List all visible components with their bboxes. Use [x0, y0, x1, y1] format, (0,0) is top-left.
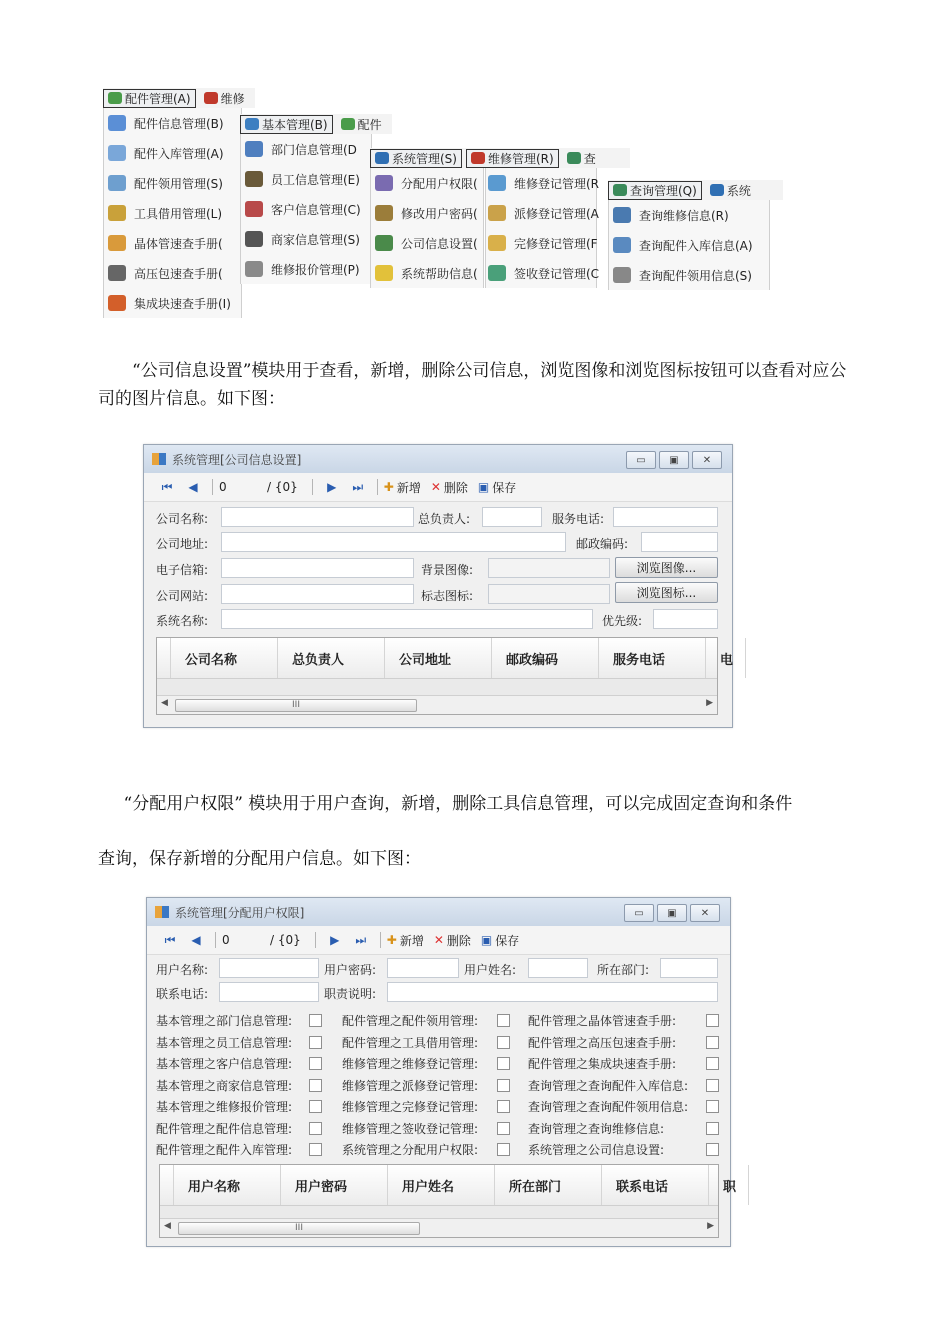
menu-item-user-permission[interactable]: 分配用户权限( [371, 168, 483, 198]
user-grid[interactable] [159, 1164, 737, 1238]
label-manager: 总负责人: [418, 512, 471, 526]
password-input[interactable] [387, 958, 459, 978]
menu-item-repair-quote[interactable]: 维修报价管理(P) [241, 254, 371, 284]
duty-input[interactable] [387, 982, 718, 1002]
record-count: / {0} [270, 933, 301, 947]
permission-label: 基本管理之员工信息管理: [156, 1035, 293, 1050]
label-logo: 标志图标: [421, 589, 474, 603]
permission-label: 查询管理之查询维修信息: [528, 1121, 665, 1136]
permission-label: 查询管理之查询配件入库信息: [528, 1078, 689, 1093]
delete-button[interactable]: ✕ 删除 [433, 933, 471, 948]
menu-item-highvoltage-manual[interactable]: 高压包速查手册( [104, 258, 241, 288]
window-company-settings [143, 444, 733, 728]
menubar-system [370, 148, 630, 168]
menu-item-parts-inbound[interactable]: 配件入库管理(A) [104, 138, 241, 168]
bg-image-input[interactable] [488, 558, 610, 578]
permission-label: 系统管理之分配用户权限: [342, 1143, 479, 1157]
column-header[interactable]: 联系电话 [602, 1165, 709, 1205]
checkout-icon [108, 175, 126, 191]
permission-checkbox[interactable] [706, 1100, 719, 1113]
menu-item-customer[interactable]: 客户信息管理(C) [241, 194, 371, 224]
save-button[interactable]: ▣ 保存 [480, 933, 520, 948]
label-address: 公司地址: [156, 537, 209, 551]
permission-checkbox[interactable] [706, 1122, 719, 1135]
permission-label: 维修管理之完修登记管理: [342, 1100, 479, 1114]
permission-checkbox[interactable] [706, 1036, 719, 1049]
close-button[interactable]: ✕ [690, 904, 720, 922]
system-icon [710, 184, 724, 196]
menu-parts-partial[interactable]: 配件 [337, 116, 386, 133]
browse-icon-button[interactable]: 浏览图标... [615, 582, 718, 603]
menu-item-repair-register[interactable]: 维修登记管理(R [486, 168, 596, 198]
permission-checkbox[interactable] [497, 1036, 510, 1049]
scroll-left-icon[interactable]: ◀ [161, 698, 168, 708]
add-icon: ✚ [386, 933, 397, 947]
delete-icon: ✕ [433, 933, 444, 947]
postcode-input[interactable] [641, 532, 718, 552]
system-name-input[interactable] [221, 609, 593, 629]
service-phone-input[interactable] [613, 507, 718, 527]
permission-checkbox[interactable] [309, 1036, 322, 1049]
merchant-icon [245, 231, 263, 247]
permission-checkbox[interactable] [706, 1079, 719, 1092]
browse-image-button[interactable]: 浏览图像... [615, 557, 718, 578]
label-password: 用户密码: [324, 963, 377, 977]
column-header[interactable]: 用户密码 [281, 1165, 388, 1205]
register-icon [488, 175, 506, 191]
menubar-basic [240, 114, 392, 134]
phone-input[interactable] [219, 982, 319, 1002]
permission-checkbox[interactable] [706, 1143, 719, 1156]
menu-item-parts-checkout[interactable]: 配件领用管理(S) [104, 168, 241, 198]
menu-basic-management[interactable]: 基本管理(B) [240, 115, 333, 134]
permission-label: 维修管理之维修登记管理: [342, 1057, 479, 1071]
label-service-phone: 服务电话: [552, 512, 605, 526]
toolbar [147, 926, 730, 955]
permission-label: 配件管理之配件入库管理: [156, 1143, 293, 1157]
menu-item-employee[interactable]: 员工信息管理(E) [241, 164, 371, 194]
scroll-right-icon[interactable]: ▶ [706, 698, 713, 708]
menu-item-chip-manual[interactable]: 集成块速查手册(I) [104, 288, 241, 318]
permission-label: 配件管理之集成块速查手册: [528, 1057, 677, 1071]
scroll-thumb[interactable]: III [175, 699, 417, 712]
grid-header [157, 638, 734, 679]
dropdown-system [370, 168, 484, 288]
menu-item-tool-borrow[interactable]: 工具借用管理(L) [104, 198, 241, 228]
label-email: 电子信箱: [156, 563, 209, 577]
permission-label: 维修管理之签收登记管理: [342, 1121, 479, 1136]
minimize-button[interactable]: ▭ [626, 451, 656, 469]
permission-checkbox[interactable] [309, 1057, 322, 1070]
label-phone: 联系电话: [156, 987, 209, 1001]
menu-item-merchant[interactable]: 商家信息管理(S) [241, 224, 371, 254]
search-inbound-icon [613, 237, 631, 253]
position-input[interactable]: 0 [219, 480, 227, 494]
delete-icon: ✕ [430, 480, 441, 494]
window-title: 系统管理[分配用户权限] [175, 905, 305, 920]
permission-checkbox[interactable] [497, 1014, 510, 1027]
permission-checkbox[interactable] [309, 1014, 322, 1027]
last-record-icon[interactable]: ⏭ [352, 480, 364, 494]
column-header[interactable]: 服务电话 [599, 638, 706, 678]
gear-box-icon [108, 92, 122, 104]
menu-item-search-inbound[interactable]: 查询配件入库信息(A) [609, 230, 769, 260]
first-record-icon[interactable]: ⏮ [164, 933, 176, 947]
wrench-icon [204, 92, 218, 104]
username-input[interactable] [219, 958, 319, 978]
label-company-name: 公司名称: [156, 512, 209, 526]
column-header[interactable]: 邮政编码 [492, 638, 599, 678]
menu-item-change-password[interactable]: 修改用户密码( [371, 198, 483, 228]
menubar-query [608, 180, 783, 200]
prev-record-icon[interactable]: ◀ [191, 933, 201, 947]
menu-item-parts-info[interactable]: 配件信息管理(B) [104, 108, 241, 138]
label-website: 公司网站: [156, 589, 209, 603]
permission-label: 配件管理之配件信息管理: [156, 1121, 293, 1136]
menu-system-partial[interactable]: 系统 [706, 182, 755, 199]
column-header[interactable]: 所在部门 [495, 1165, 602, 1205]
priority-input[interactable] [653, 609, 718, 629]
save-icon: ▣ [480, 933, 493, 947]
permission-label: 查询管理之查询配件领用信息: [528, 1100, 689, 1114]
label-system-name: 系统名称: [156, 614, 209, 628]
prev-record-icon[interactable]: ◀ [188, 480, 198, 494]
app-icon [152, 453, 166, 465]
save-button[interactable]: ▣ 保存 [477, 480, 517, 495]
department-input[interactable] [660, 958, 718, 978]
email-input[interactable] [221, 558, 414, 578]
menu-item-search-checkout[interactable]: 查询配件领用信息(S) [609, 260, 769, 290]
company-icon [375, 235, 393, 251]
help-icon [375, 265, 393, 281]
column-header[interactable]: 公司名称 [171, 638, 278, 678]
dispatch-icon [488, 205, 506, 221]
permission-checkbox[interactable] [309, 1100, 322, 1113]
gear-box-icon [341, 118, 355, 130]
permission-label: 基本管理之客户信息管理: [156, 1057, 293, 1071]
maximize-button[interactable]: ▣ [659, 451, 689, 469]
query-icon [613, 184, 627, 196]
permission-checkbox[interactable] [309, 1122, 322, 1135]
menu-item-system-help[interactable]: 系统帮助信息( [371, 258, 483, 288]
label-priority: 优先级: [602, 614, 643, 628]
employee-icon [245, 171, 263, 187]
menu-repair-partial[interactable]: 维修 [200, 90, 249, 107]
close-button[interactable]: ✕ [692, 451, 722, 469]
company-name-input[interactable] [221, 507, 414, 527]
app-icon [155, 906, 169, 918]
permission-label: 配件管理之工具借用管理: [342, 1035, 479, 1050]
permission-checkbox[interactable] [309, 1143, 322, 1156]
label-department: 所在部门: [597, 963, 650, 977]
permission-label: 基本管理之商家信息管理: [156, 1078, 293, 1093]
permission-label: 配件管理之晶体管速查手册: [528, 1014, 677, 1028]
toolbar [144, 473, 732, 502]
paragraph-permission-line2: 查询，保存新增的分配用户信息。如下图： [98, 849, 421, 869]
permission-checkbox[interactable] [497, 1057, 510, 1070]
query-icon [567, 152, 581, 164]
address-input[interactable] [221, 532, 566, 552]
scroll-left-icon[interactable]: ◀ [164, 1221, 171, 1231]
menu-query-management[interactable]: 查询管理(Q) [608, 181, 702, 200]
signoff-icon [488, 265, 506, 281]
menu-collage [103, 88, 783, 318]
dropdown-basic [240, 134, 372, 284]
delete-button[interactable]: ✕ 删除 [430, 480, 468, 495]
menu-item-transistor-manual[interactable]: 晶体管速查手册( [104, 228, 241, 258]
finish-icon [488, 235, 506, 251]
manager-input[interactable] [482, 507, 542, 527]
permission-checkbox[interactable] [706, 1014, 719, 1027]
window-title: 系统管理[公司信息设置] [172, 452, 302, 467]
column-header[interactable]: 总负责人 [278, 638, 385, 678]
scroll-right-icon[interactable]: ▶ [707, 1221, 714, 1231]
menu-item-finish-register[interactable]: 完修登记管理(F [486, 228, 596, 258]
menu-parts-management[interactable]: 配件管理(A) [103, 89, 196, 108]
permission-label: 基本管理之部门信息管理: [156, 1014, 293, 1028]
parts-icon [108, 115, 126, 131]
website-input[interactable] [221, 584, 414, 604]
transistor-icon [108, 235, 126, 251]
label-bg-image: 背景图像: [421, 563, 474, 577]
logo-input[interactable] [488, 584, 610, 604]
label-realname: 用户姓名: [464, 963, 517, 977]
menu-item-department[interactable]: 部门信息管理(D [241, 134, 371, 164]
minimize-button[interactable]: ▭ [624, 904, 654, 922]
dropdown-query [608, 200, 770, 290]
column-header[interactable]: 公司地址 [385, 638, 492, 678]
quote-icon [245, 261, 263, 277]
customer-icon [245, 201, 263, 217]
menu-repair-management[interactable]: 维修管理(R) [466, 149, 559, 168]
highvoltage-icon [108, 265, 126, 281]
first-record-icon[interactable]: ⏮ [161, 480, 173, 494]
user-permission-icon [375, 175, 393, 191]
scroll-thumb[interactable]: III [178, 1222, 420, 1235]
chip-icon [108, 295, 126, 311]
grid-header [160, 1165, 737, 1206]
permission-checkbox[interactable] [497, 1143, 510, 1156]
column-header[interactable]: 用户名称 [174, 1165, 281, 1205]
realname-input[interactable] [528, 958, 588, 978]
permission-label: 基本管理之维修报价管理: [156, 1100, 293, 1114]
dropdown-repair [485, 168, 600, 288]
basic-icon [245, 118, 259, 130]
permission-checkbox[interactable] [309, 1079, 322, 1092]
add-button[interactable]: ✚ 新增 [383, 480, 421, 495]
column-header[interactable]: 电 [706, 638, 746, 678]
column-header[interactable]: 用户姓名 [388, 1165, 495, 1205]
permission-label: 系统管理之公司信息设置: [528, 1143, 665, 1157]
menu-item-search-repair[interactable]: 查询维修信息(R) [609, 200, 769, 230]
menu-item-signoff-register[interactable]: 签收登记管理(C [486, 258, 596, 288]
department-icon [245, 141, 263, 157]
position-input[interactable]: 0 [222, 933, 230, 947]
permission-checkbox[interactable] [497, 1100, 510, 1113]
company-grid[interactable] [156, 637, 734, 715]
permission-checkbox[interactable] [706, 1057, 719, 1070]
window-user-permission [146, 897, 737, 1247]
column-header[interactable]: 职 [709, 1165, 749, 1205]
search-repair-icon [613, 207, 631, 223]
paragraph-company-settings: “公司信息设置”模块用于查看，新增，删除公司信息，浏览图像和浏览图标按钮可以查看对应公司的图片信息。如下图： [98, 361, 847, 409]
permission-label: 配件管理之高压包速查手册: [528, 1035, 677, 1050]
save-icon: ▣ [477, 480, 490, 494]
permission-label: 维修管理之派修登记管理: [342, 1078, 479, 1093]
menu-item-company-settings[interactable]: 公司信息设置( [371, 228, 483, 258]
title-bar [147, 898, 730, 926]
label-duty: 职责说明: [324, 987, 377, 1001]
menu-query-partial[interactable]: 查 [563, 150, 600, 167]
password-icon [375, 205, 393, 221]
system-icon [375, 152, 389, 164]
maximize-button[interactable]: ▣ [657, 904, 687, 922]
last-record-icon[interactable]: ⏭ [355, 933, 367, 947]
record-count: / {0} [267, 480, 298, 494]
permission-label: 配件管理之配件领用管理: [342, 1014, 479, 1028]
tools-icon [108, 205, 126, 221]
next-record-icon[interactable]: ▶ [327, 480, 337, 494]
horizontal-scrollbar[interactable] [160, 1218, 718, 1237]
inbound-icon [108, 145, 126, 161]
paragraph-permission-line1: “分配用户权限” 模块用于用户查询，新增，删除工具信息管理，可以完成固定查询和条件 [123, 794, 793, 814]
label-postcode: 邮政编码: [576, 537, 629, 551]
next-record-icon[interactable]: ▶ [330, 933, 340, 947]
title-bar [144, 445, 732, 473]
permission-checkbox[interactable] [497, 1122, 510, 1135]
menu-item-dispatch-register[interactable]: 派修登记管理(A [486, 198, 596, 228]
add-button[interactable]: ✚ 新增 [386, 933, 424, 948]
permission-checkbox[interactable] [497, 1079, 510, 1092]
wrench-icon [471, 152, 485, 164]
dropdown-parts [103, 108, 242, 318]
add-icon: ✚ [383, 480, 394, 494]
horizontal-scrollbar[interactable] [157, 695, 717, 714]
menu-system-management[interactable]: 系统管理(S) [370, 149, 462, 168]
search-checkout-icon [613, 267, 631, 283]
label-username: 用户名称: [156, 963, 209, 977]
menubar-parts [103, 88, 255, 108]
